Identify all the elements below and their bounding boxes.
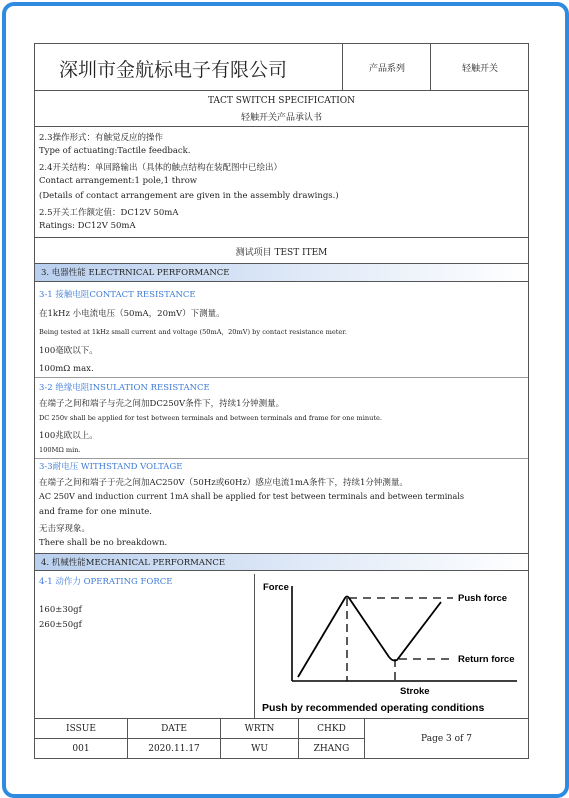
s33-title: 3-3耐电压 WITHSTAND VOLTAGE — [39, 462, 183, 472]
page-number: Page 3 of 7 — [421, 734, 472, 744]
date-label: DATE — [128, 719, 221, 739]
s31-title: 3-1 接触电阻CONTACT RESISTANCE — [39, 290, 196, 300]
issue-label: ISSUE — [35, 719, 128, 739]
section-3-2 — [35, 378, 528, 458]
spec-line: 2.5开关工作额定值：DC12V 50mA — [39, 208, 179, 218]
force-axis-label: Force — [263, 582, 289, 593]
spec-line: Ratings: DC12V 50mA — [39, 221, 136, 231]
force-stroke-diagram — [254, 574, 529, 719]
title-en: TACT SWITCH SPECIFICATION — [207, 96, 356, 106]
series-value: 轻触开关 — [430, 44, 529, 90]
chkd-value: ZHANG — [299, 739, 365, 759]
return-force-label: Return force — [458, 654, 515, 665]
section3-heading: 3. 电器性能 ELECTRNICAL PERFORMANCE — [35, 264, 528, 282]
spec-line: (Details of contact arrangement are given in the assembly drawings.) — [39, 191, 339, 201]
spec-line: 2.4开关结构：单回路输出（具体的触点结构在装配图中已绘出） — [39, 163, 283, 173]
s32-title: 3-2 绝缘电阻INSULATION RESISTANCE — [39, 383, 210, 393]
s31-line: 100毫欧以下。 — [39, 346, 98, 356]
s33-line: and frame for one minute. — [39, 507, 152, 517]
test-item-heading: 测试项目 TEST ITEM — [235, 248, 328, 258]
company-name: 深圳市金航标电子有限公司 — [59, 59, 288, 81]
s33-line: 无击穿现象。 — [39, 524, 91, 534]
force-curve-svg — [255, 574, 529, 719]
s31-line: 100mΩ max. — [39, 364, 94, 374]
date-value: 2020.11.17 — [128, 739, 221, 759]
s33-line: 在端子之间和端子于壳之间加AC250V（50Hz或60Hz）感应电流1mA条件下，持续1分钟测量。 — [39, 478, 408, 488]
spec-line: Type of actuating:Tactile feedback. — [39, 146, 191, 156]
diagram-caption: Push by recommended operating conditions — [262, 702, 485, 714]
s31-line: 在1kHz 小电流电压（50mA，20mV）下测量。 — [39, 309, 225, 319]
s33-line: There shall be no breakdown. — [39, 538, 168, 548]
issue-value: 001 — [35, 739, 128, 759]
spec-block — [35, 127, 528, 238]
s32-line: 100兆欧以上。 — [39, 431, 98, 441]
s32-line: 在端子之间和端子与壳之间加DC250V条件下，持续1分钟测量。 — [39, 399, 285, 409]
spec-line: Contact arrangement:1 pole,1 throw — [39, 176, 198, 186]
chkd-label: CHKD — [299, 719, 365, 739]
s41-title: 4-1 动作力 OPERATING FORCE — [39, 577, 173, 587]
s31-line: Being tested at 1kHz small current and voltage (50mA，20mV) by contact resistance meter. — [39, 328, 347, 336]
section-3-3 — [35, 459, 528, 551]
force-value-1: 160±30gf — [39, 605, 82, 615]
force-curve — [298, 597, 441, 678]
wrtn-label: WRTN — [221, 719, 299, 739]
s32-line: DC 250v shall be applied for test between terminals and between terminals and frame for one minute. — [39, 414, 383, 422]
wrtn-value: WU — [221, 739, 299, 759]
section-3-1 — [35, 282, 528, 377]
title-row — [35, 91, 528, 127]
force-value-2: 260±50gf — [39, 620, 82, 630]
title-cn: 轻触开关产品承认书 — [240, 113, 322, 123]
test-item-row — [35, 238, 528, 264]
series-label: 产品系列 — [342, 44, 431, 90]
push-force-label: Push force — [458, 593, 508, 604]
footer-table — [35, 718, 528, 759]
section4-heading: 4. 机械性能MECHANICAL PERFORMANCE — [35, 553, 528, 571]
spec-line: 2.3操作形式：有触觉反应的操作 — [39, 133, 164, 143]
s32-line: 100MΩ min. — [39, 446, 81, 454]
stroke-axis-label: Stroke — [400, 686, 430, 697]
spec-document — [34, 43, 529, 759]
header-row — [35, 44, 528, 91]
s33-line: AC 250V and induction current 1mA shall be applied for test between terminals and between terminals — [39, 491, 465, 501]
